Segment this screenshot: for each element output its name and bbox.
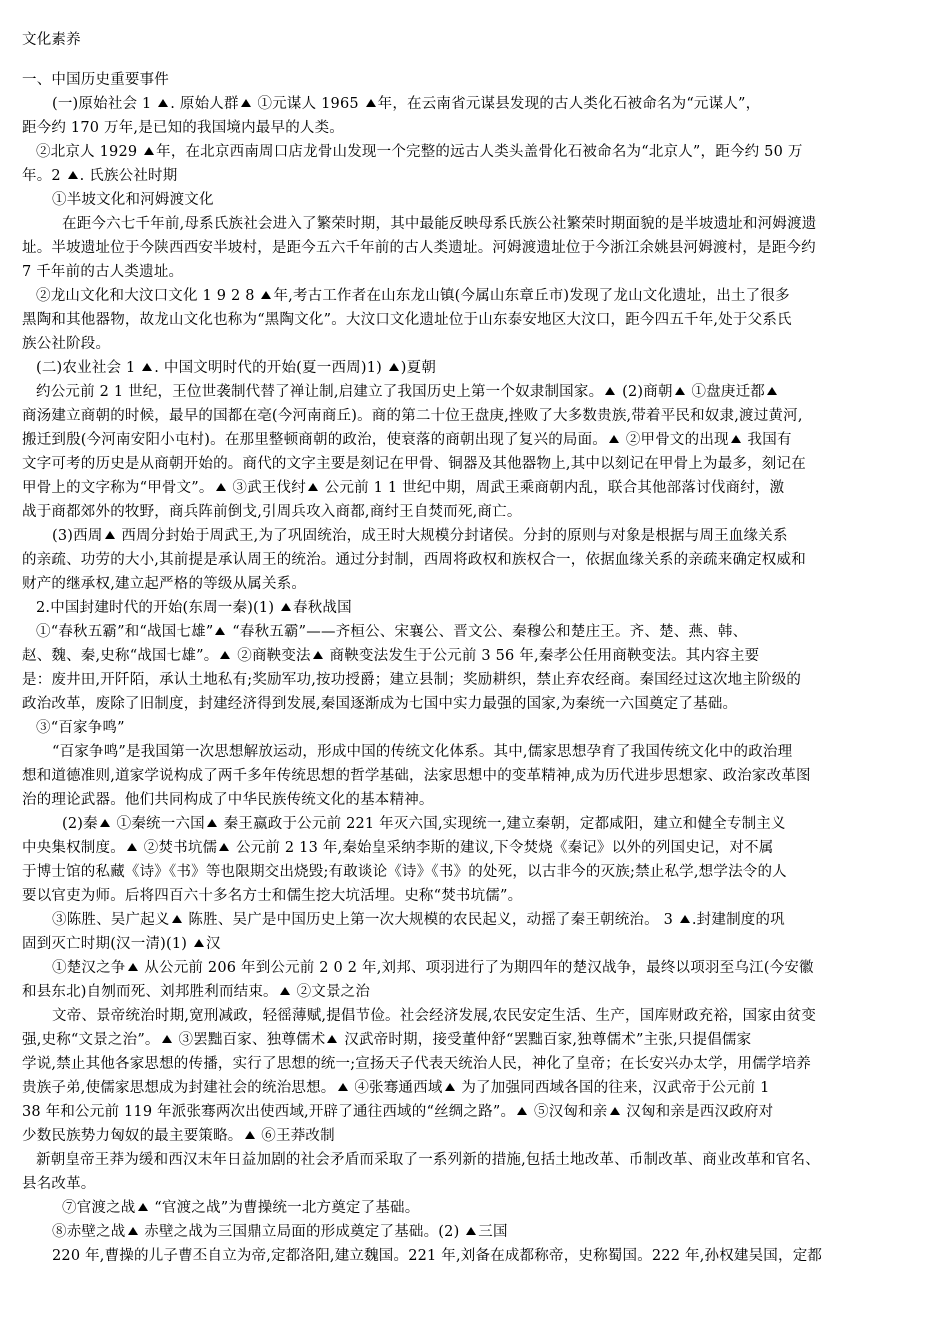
- triangle-bullet-icon: [158, 99, 168, 107]
- text-line: 新朝皇帝王莽为缓和西汉末年日益加剧的社会矛盾而采取了一系列新的措施,包括土地改革、币制改革、商业改革和官名、: [36, 1152, 820, 1168]
- document-page: [22, 28, 930, 1268]
- text-line: 一、中国历史重要事件: [22, 72, 169, 88]
- triangle-bullet-icon: [128, 1227, 138, 1235]
- text-line: 赵、魏、秦,史称“战国七雄”。 ②商鞅变法 商鞅变法发生于公元前 3 56 年,秦孝公任用商鞅变法。其内容主要: [22, 648, 760, 664]
- text-line: 2.中国封建时代的开始(东周一秦)(1) 春秋战国: [36, 600, 352, 616]
- triangle-bullet-icon: [219, 843, 229, 851]
- text-line: 年。2 . 氏族公社时期: [22, 168, 178, 184]
- triangle-bullet-icon: [105, 531, 115, 539]
- text-line: 220 年,曹操的儿子曹丕自立为帝,定都洛阳,建立魏国。221 年,刘备在成都称帝，史称蜀国。222 年,孙权建吴国，定都: [52, 1248, 823, 1264]
- text-line: 治的理论武器。他们共同构成了中华民族传统文化的基本精神。: [22, 792, 434, 808]
- text-line: (一)原始社会 1 . 原始人群 ①元谋人 1965 年，在云南省元谋县发现的古人类化石被命名为“元谋人”，: [52, 96, 761, 112]
- triangle-bullet-icon: [609, 435, 619, 443]
- text-line: (3)西周 西周分封始于周武王,为了巩固统治，成王时大规模分封诸侯。分封的原则与对象是根据与周王血缘关系: [52, 528, 788, 544]
- text-line: 文帝、景帝统治时期,宽刑减政，轻徭薄赋,提倡节俭。社会经济发展,农民安定生活、生产，国库财政充裕，国家由贫变: [52, 1008, 817, 1024]
- text-line: ②北京人 1929 年，在北京西南周口店龙骨山发现一个完整的远古人类头盖骨化石被命名为“北京人”，距今约 50 万: [36, 144, 803, 160]
- text-line: 族公社阶段。: [22, 336, 111, 352]
- text-line: 财产的继承权,建立起严格的等级从属关系。: [22, 576, 307, 592]
- text-line: 固到灭亡时期(汉一清)(1) 汉: [22, 936, 221, 952]
- text-line: 7 千年前的古人类遗址。: [22, 264, 184, 280]
- triangle-bullet-icon: [327, 1035, 337, 1043]
- triangle-bullet-icon: [215, 627, 225, 635]
- text-line: 商汤建立商朝的时候，最早的国都在亳(今河南商丘)。商的第二十位王盘庚,挫败了大多数贵族,带着平民和奴隶,渡过黄河,: [22, 408, 803, 424]
- triangle-bullet-icon: [172, 915, 182, 923]
- text-line: ⑦官渡之战 “官渡之战”为曹操统一北方奠定了基础。: [62, 1200, 420, 1216]
- text-line: 中央集权制度。 ②焚书坑儒 公元前 2 13 年,秦始皇采纳李斯的建议,下令焚烧《秦记》以外的列国史记，对不属: [22, 840, 774, 856]
- triangle-bullet-icon: [245, 1131, 255, 1139]
- triangle-bullet-icon: [731, 435, 741, 443]
- triangle-bullet-icon: [517, 1107, 527, 1115]
- text-line: 想和道德准则,道家学说构成了两千多年传统思想的哲学基础，法家思想中的变革精神,成为历代进步思想家、政治家改革图: [22, 768, 811, 784]
- text-line: 约公元前 2 1 世纪，王位世袭制代替了禅让制,启建立了我国历史上第一个奴隶制国家。 (2)商朝 ①盘庚迁都: [22, 380, 930, 404]
- text-line: ③“百家争鸣”: [36, 720, 125, 736]
- triangle-bullet-icon: [100, 819, 110, 827]
- text-line: 于博士馆的私藏《诗》《书》等也限期交出烧毁;有敢谈论《诗》《书》的处死，以古非今的灭族;禁止私学,想学法令的人: [22, 864, 787, 880]
- text-line: “百家争鸣”是我国第一次思想解放运动，形成中国的传统文化体系。其中,儒家思想孕育了我国传统文化中的政治理: [52, 744, 793, 760]
- text-line: 38 年和公元前 119 年派张骞两次出使西域,开辟了通往西域的“丝绸之路”。 ⑤汉匈和亲 汉匈和亲是西汉政府对: [22, 1104, 774, 1120]
- text-line: 黑陶和其他器物，故龙山文化也称为“黑陶文化”。大汶口文化遗址位于山东泰安地区大汶口，距今四五千年,处于父系氏: [22, 312, 792, 328]
- text-line: (2)秦 ①秦统一六国 秦王嬴政于公元前 221 年灭六国,实现统一,建立秦朝，定都咸阳，建立和健全专制主义: [62, 816, 786, 832]
- triangle-bullet-icon: [675, 387, 685, 395]
- triangle-bullet-icon: [366, 99, 376, 107]
- text-line: (二)农业社会 1 . 中国文明时代的开始(夏一西周)1) )夏朝: [36, 360, 437, 376]
- document-title: 文化素养: [22, 32, 81, 48]
- triangle-bullet-icon: [281, 603, 291, 611]
- triangle-bullet-icon: [605, 387, 615, 395]
- triangle-bullet-icon: [216, 483, 226, 491]
- triangle-bullet-icon: [308, 483, 318, 491]
- text-line: 县名改革。: [22, 1176, 96, 1192]
- text-line: 文字可考的历史是从商朝开始的。商代的文字主要是刻记在甲骨、铜器及其他器物上,其中以刻记在甲骨上为最多，刻记在: [22, 456, 806, 472]
- text-line: 址。半坡遗址位于今陕西西安半坡村，是距今五六千年前的古人类遗址。河姆渡遗址位于今浙江余姚县河姆渡村，是距今约: [22, 240, 816, 256]
- triangle-bullet-icon: [162, 1035, 172, 1043]
- triangle-bullet-icon: [280, 987, 290, 995]
- text-line: 贵族子弟,使儒家思想成为封建社会的统治思想。 ④张骞通西域 为了加强同西域各国的往来，汉武帝于公元前 1: [22, 1080, 770, 1096]
- text-line: ②龙山文化和大汶口文化 1 9 2 8 年,考古工作者在山东龙山镇(今属山东章丘市)发现了龙山文化遗址，出土了很多: [36, 288, 790, 304]
- triangle-bullet-icon: [680, 915, 690, 923]
- text-line: 要以官吏为师。后将四百六十多名方士和儒生挖大坑活埋。史称“焚书坑儒”。: [22, 888, 523, 904]
- text-line: ①“春秋五霸”和“战国七雄” “春秋五霸”——齐桓公、宋襄公、晋文公、秦穆公和楚庄王。齐、楚、燕、韩、: [36, 624, 748, 640]
- triangle-bullet-icon: [68, 171, 78, 179]
- text-line: 学说,禁止其他各家思想的传播，实行了思想的统一;宣扬天子代表天统治人民，神化了皇帝；在长安兴办太学，用儒学培养: [22, 1056, 811, 1072]
- triangle-bullet-icon: [445, 1083, 455, 1091]
- text-line: ①楚汉之争 从公元前 206 年到公元前 2 0 2 年,刘邦、项羽进行了为期四年的楚汉战争，最终以项羽至乌江(今安徽: [52, 960, 814, 976]
- text-line: 在距今六七千年前,母系氏族社会进入了繁荣时期，其中最能反映母系氏族公社繁荣时期面貌的是半坡遗址和河姆渡遗: [62, 216, 817, 232]
- triangle-bullet-icon: [389, 363, 399, 371]
- text-line: 战于商都郊外的牧野，商兵阵前倒戈,引周兵攻入商都,商纣王自焚而死,商亡。: [22, 504, 522, 520]
- text-line: ①半坡文化和河姆渡文化: [52, 192, 214, 208]
- text-line: ③陈胜、吴广起义 陈胜、吴广是中国历史上第一次大规模的农民起义，动摇了秦王朝统治。 3 .封建制度的巩: [52, 912, 785, 928]
- triangle-bullet-icon: [207, 819, 217, 827]
- text-line: ⑧赤壁之战 赤壁之战为三国鼎立局面的形成奠定了基础。(2) 三国: [52, 1224, 508, 1240]
- triangle-bullet-icon: [194, 939, 204, 947]
- triangle-bullet-icon: [220, 651, 230, 659]
- text-line: 强,史称“文景之治”。 ③罢黜百家、独尊儒术 汉武帝时期，接受董仲舒“罢黜百家,独尊儒术”主张,只提倡儒家: [22, 1032, 752, 1048]
- triangle-bullet-icon: [313, 651, 323, 659]
- triangle-bullet-icon: [767, 387, 777, 395]
- text-line: 搬迁到殷(今河南安阳小屯村)。在那里整顿商朝的政治，使衰落的商朝出现了复兴的局面。 ②甲骨文的出现 我国有: [22, 432, 792, 448]
- text-line: 少数民族势力匈奴的最主要策略。 ⑥王莽改制: [22, 1128, 335, 1144]
- document-body: [22, 68, 930, 1268]
- text-line: 甲骨上的文字称为“甲骨文”。 ③武王伐纣 公元前 1 1 世纪中期，周武王乘商朝内乱，联合其他部落讨伐商纣，激: [22, 480, 785, 496]
- triangle-bullet-icon: [261, 291, 271, 299]
- triangle-bullet-icon: [142, 363, 152, 371]
- triangle-bullet-icon: [338, 1083, 348, 1091]
- triangle-bullet-icon: [610, 1107, 620, 1115]
- text-line: 的亲疏、功劳的大小,其前提是承认周王的统治。通过分封制，西周将政权和族权合一，依据血缘关系的亲疏来确定权威和: [22, 552, 806, 568]
- triangle-bullet-icon: [127, 843, 137, 851]
- text-line: 是：废井田,开阡陌，承认土地私有;奖励军功,按功授爵；建立县制；奖励耕织，禁止弃农经商。秦国经过这次地主阶级的: [22, 672, 802, 688]
- triangle-bullet-icon: [128, 963, 138, 971]
- triangle-bullet-icon: [241, 99, 251, 107]
- text-line: 距今约 170 万年,是已知的我国境内最早的人类。: [22, 120, 345, 136]
- text-line: 政治改革，废除了旧制度，封建经济得到发展,秦国逐渐成为七国中实力最强的国家,为秦统一六国奠定了基础。: [22, 696, 738, 712]
- triangle-bullet-icon: [466, 1227, 476, 1235]
- triangle-bullet-icon: [144, 147, 154, 155]
- triangle-bullet-icon: [138, 1203, 148, 1211]
- text-line: 和县东北)自刎而死、刘邦胜利而结束。 ②文景之治: [22, 984, 371, 1000]
